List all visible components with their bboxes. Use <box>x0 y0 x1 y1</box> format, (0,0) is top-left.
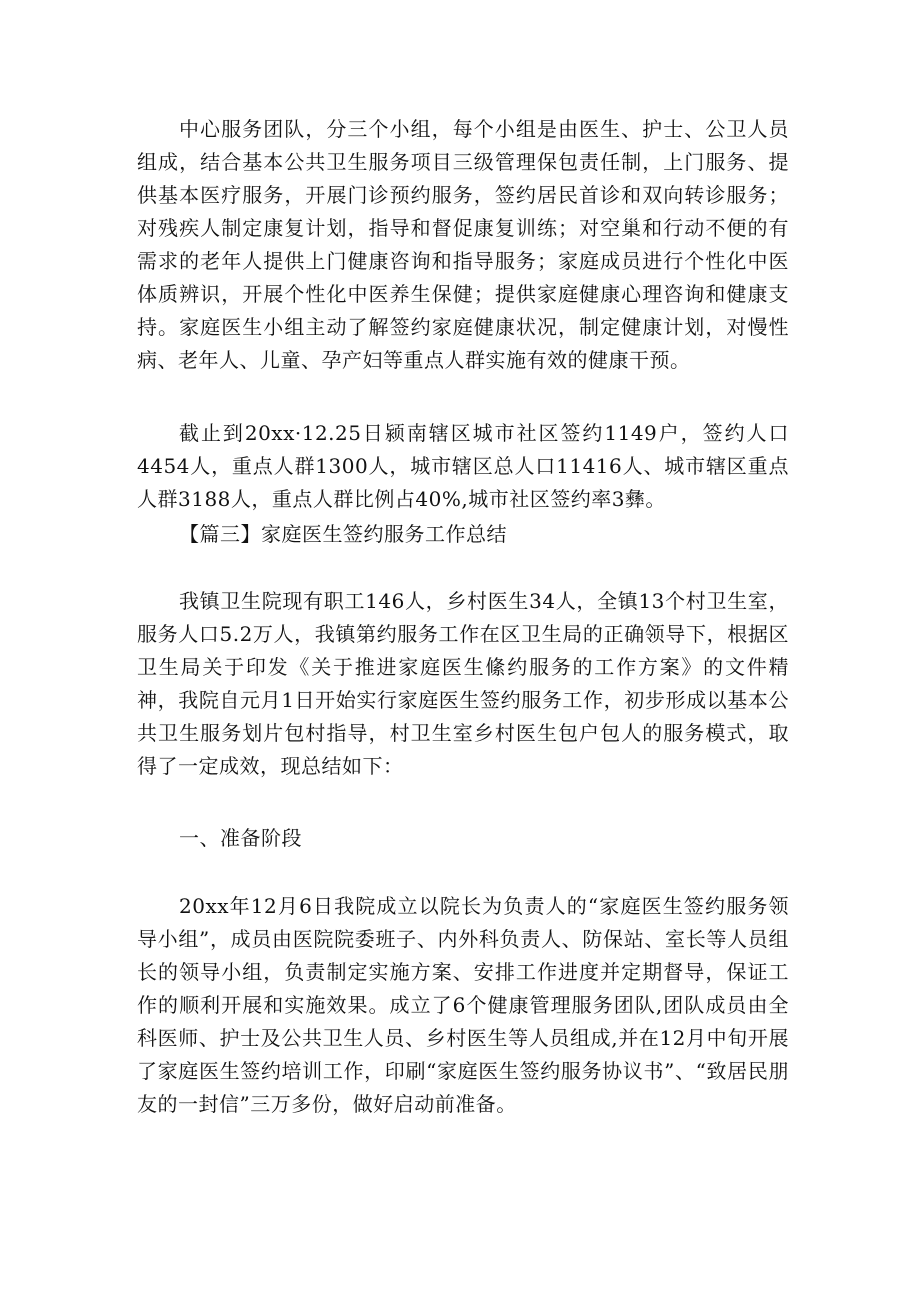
section-title: 【篇三】家庭医生签约服务工作总结 <box>179 522 507 546</box>
paragraph-service-team: 中心服务团队，分三个小组，每个小组是由医生、护士、公卫人员组成，结合基本公共卫生服务项目三级管理保包责任制，上门服务、提供基本医疗服务，开展门诊预约服务，签约居民首诊和双向转诊服务；对残疾人制定康复计划，指导和督促康复训练；对空巢和行动不便的有需求的老年人提供上门健康咨询和指导服务；家庭成员进行个性化中医体质辨识，开展个性化中医养生保健；提供家庭健康心理咨询和健康支持。家庭医生小组主动了解签约家庭健康状况，制定健康计划，对慢性病、老年人、儿童、孕产妇等重点人群实施有效的健康干预。 <box>137 117 789 372</box>
paragraph-signing-statistics: 截止到20xx·12.25日颍南辖区城市社区签约1149户，签约人口4454人，重点人群1300人，城市辖区总人口11416人、城市辖区重点人群3188人，重点人群比例占40%,城市社区签约率3彝。 <box>137 421 789 511</box>
paragraph-preparation-details: 20xx年12月6日我院成立以院长为负责人的“家庭医生签约服务领导小组”，成员由医院院委班子、内外科负责人、防保站、室长等人员组长的领导小组，负责制定实施方案、安排工作进度并定期督导，保证工作的顺利开展和实施效果。成立了6个健康管理服务团队,团队成员由全科医师、护士及公共卫生人员、乡村医生等人员组成,并在12月中旬开展了家庭医生签约培训工作，印刷“家庭医生签约服务协议书”、“致居民朋友的一封信”三万多份，做好启动前准备。 <box>137 894 789 1116</box>
subheading-preparation-stage: 一、准备阶段 <box>179 826 302 850</box>
paragraph-town-hospital-overview: 我镇卫生院现有职工146人，乡村医生34人，全镇13个村卫生室，服务人口5.2万人，我镇第约服务工作在区卫生局的正确领导下，根据区卫生局关于印发《关于推进家庭医生絛约服务的工作方案》的文件精神，我院自元月1日开始实行家庭医生签约服务工作，初步形成以基本公共卫生服务划片包村指导，村卫生室乡村医生包户包人的服务模式，取得了一定成效，现总结如下： <box>137 589 789 778</box>
